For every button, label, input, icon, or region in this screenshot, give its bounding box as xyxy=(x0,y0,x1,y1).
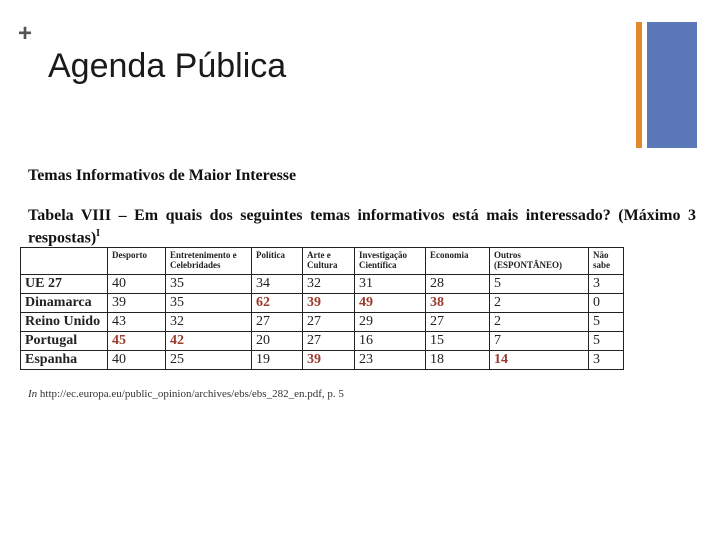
source-url: http://ec.europa.eu/public_opinion/archives/ebs/ebs_282_en.pdf, p. 5 xyxy=(37,388,344,400)
orange-accent-bar xyxy=(636,22,642,148)
value-cell: 40 xyxy=(108,351,166,370)
value-cell: 40 xyxy=(108,275,166,294)
value-cell: 2 xyxy=(490,294,589,313)
header-cell: Entretenimento e Celebridades xyxy=(166,248,252,275)
value-cell: 43 xyxy=(108,313,166,332)
value-cell: 0 xyxy=(589,294,624,313)
table-row xyxy=(21,294,624,313)
table-caption-text: Tabela VIII – Em quais dos seguintes temas informativos está mais interessado? (Máximo 3 respostas) xyxy=(28,207,696,247)
header-cell: Investigação Científica xyxy=(355,248,426,275)
footnote-marker: I xyxy=(96,228,101,239)
value-cell: 25 xyxy=(166,351,252,370)
value-cell: 27 xyxy=(426,313,490,332)
value-cell: 14 xyxy=(490,351,589,370)
value-cell: 16 xyxy=(355,332,426,351)
value-cell: 7 xyxy=(490,332,589,351)
value-cell: 18 xyxy=(426,351,490,370)
value-cell: 29 xyxy=(355,313,426,332)
header-cell: Outros (ESPONTÂNEO) xyxy=(490,248,589,275)
value-cell: 3 xyxy=(589,351,624,370)
value-cell: 38 xyxy=(426,294,490,313)
value-cell: 27 xyxy=(303,313,355,332)
slide-title: Agenda Pública xyxy=(48,47,287,85)
value-cell: 5 xyxy=(490,275,589,294)
country-cell: Portugal xyxy=(21,332,108,351)
value-cell: 5 xyxy=(589,313,624,332)
value-cell: 35 xyxy=(166,294,252,313)
value-cell: 34 xyxy=(252,275,303,294)
header-cell: Arte e Cultura xyxy=(303,248,355,275)
value-cell: 39 xyxy=(108,294,166,313)
value-cell: 35 xyxy=(166,275,252,294)
table-header-row xyxy=(21,248,624,275)
header-cell: Desporto xyxy=(108,248,166,275)
value-cell: 15 xyxy=(426,332,490,351)
header-cell: Não sabe xyxy=(589,248,624,275)
value-cell: 32 xyxy=(166,313,252,332)
value-cell: 5 xyxy=(589,332,624,351)
header-cell: Economia xyxy=(426,248,490,275)
blue-accent-block xyxy=(647,22,697,148)
source-prefix: In xyxy=(28,388,38,400)
value-cell: 20 xyxy=(252,332,303,351)
interest-table xyxy=(20,247,624,370)
table-row xyxy=(21,313,624,332)
value-cell: 49 xyxy=(355,294,426,313)
document-heading: Temas Informativos de Maior Interesse xyxy=(28,167,297,184)
country-cell: Reino Unido xyxy=(21,313,108,332)
source-note xyxy=(28,388,344,400)
country-cell: UE 27 xyxy=(21,275,108,294)
value-cell: 39 xyxy=(303,351,355,370)
value-cell: 32 xyxy=(303,275,355,294)
country-cell: Espanha xyxy=(21,351,108,370)
table-row xyxy=(21,332,624,351)
value-cell: 39 xyxy=(303,294,355,313)
header-cell xyxy=(21,248,108,275)
header-cell: Política xyxy=(252,248,303,275)
value-cell: 45 xyxy=(108,332,166,351)
value-cell: 3 xyxy=(589,275,624,294)
table-row xyxy=(21,275,624,294)
value-cell: 42 xyxy=(166,332,252,351)
value-cell: 2 xyxy=(490,313,589,332)
value-cell: 19 xyxy=(252,351,303,370)
value-cell: 62 xyxy=(252,294,303,313)
value-cell: 27 xyxy=(303,332,355,351)
table-row xyxy=(21,351,624,370)
value-cell: 27 xyxy=(252,313,303,332)
country-cell: Dinamarca xyxy=(21,294,108,313)
plus-icon: + xyxy=(18,20,33,47)
value-cell: 23 xyxy=(355,351,426,370)
value-cell: 28 xyxy=(426,275,490,294)
value-cell: 31 xyxy=(355,275,426,294)
table-caption xyxy=(28,207,696,247)
